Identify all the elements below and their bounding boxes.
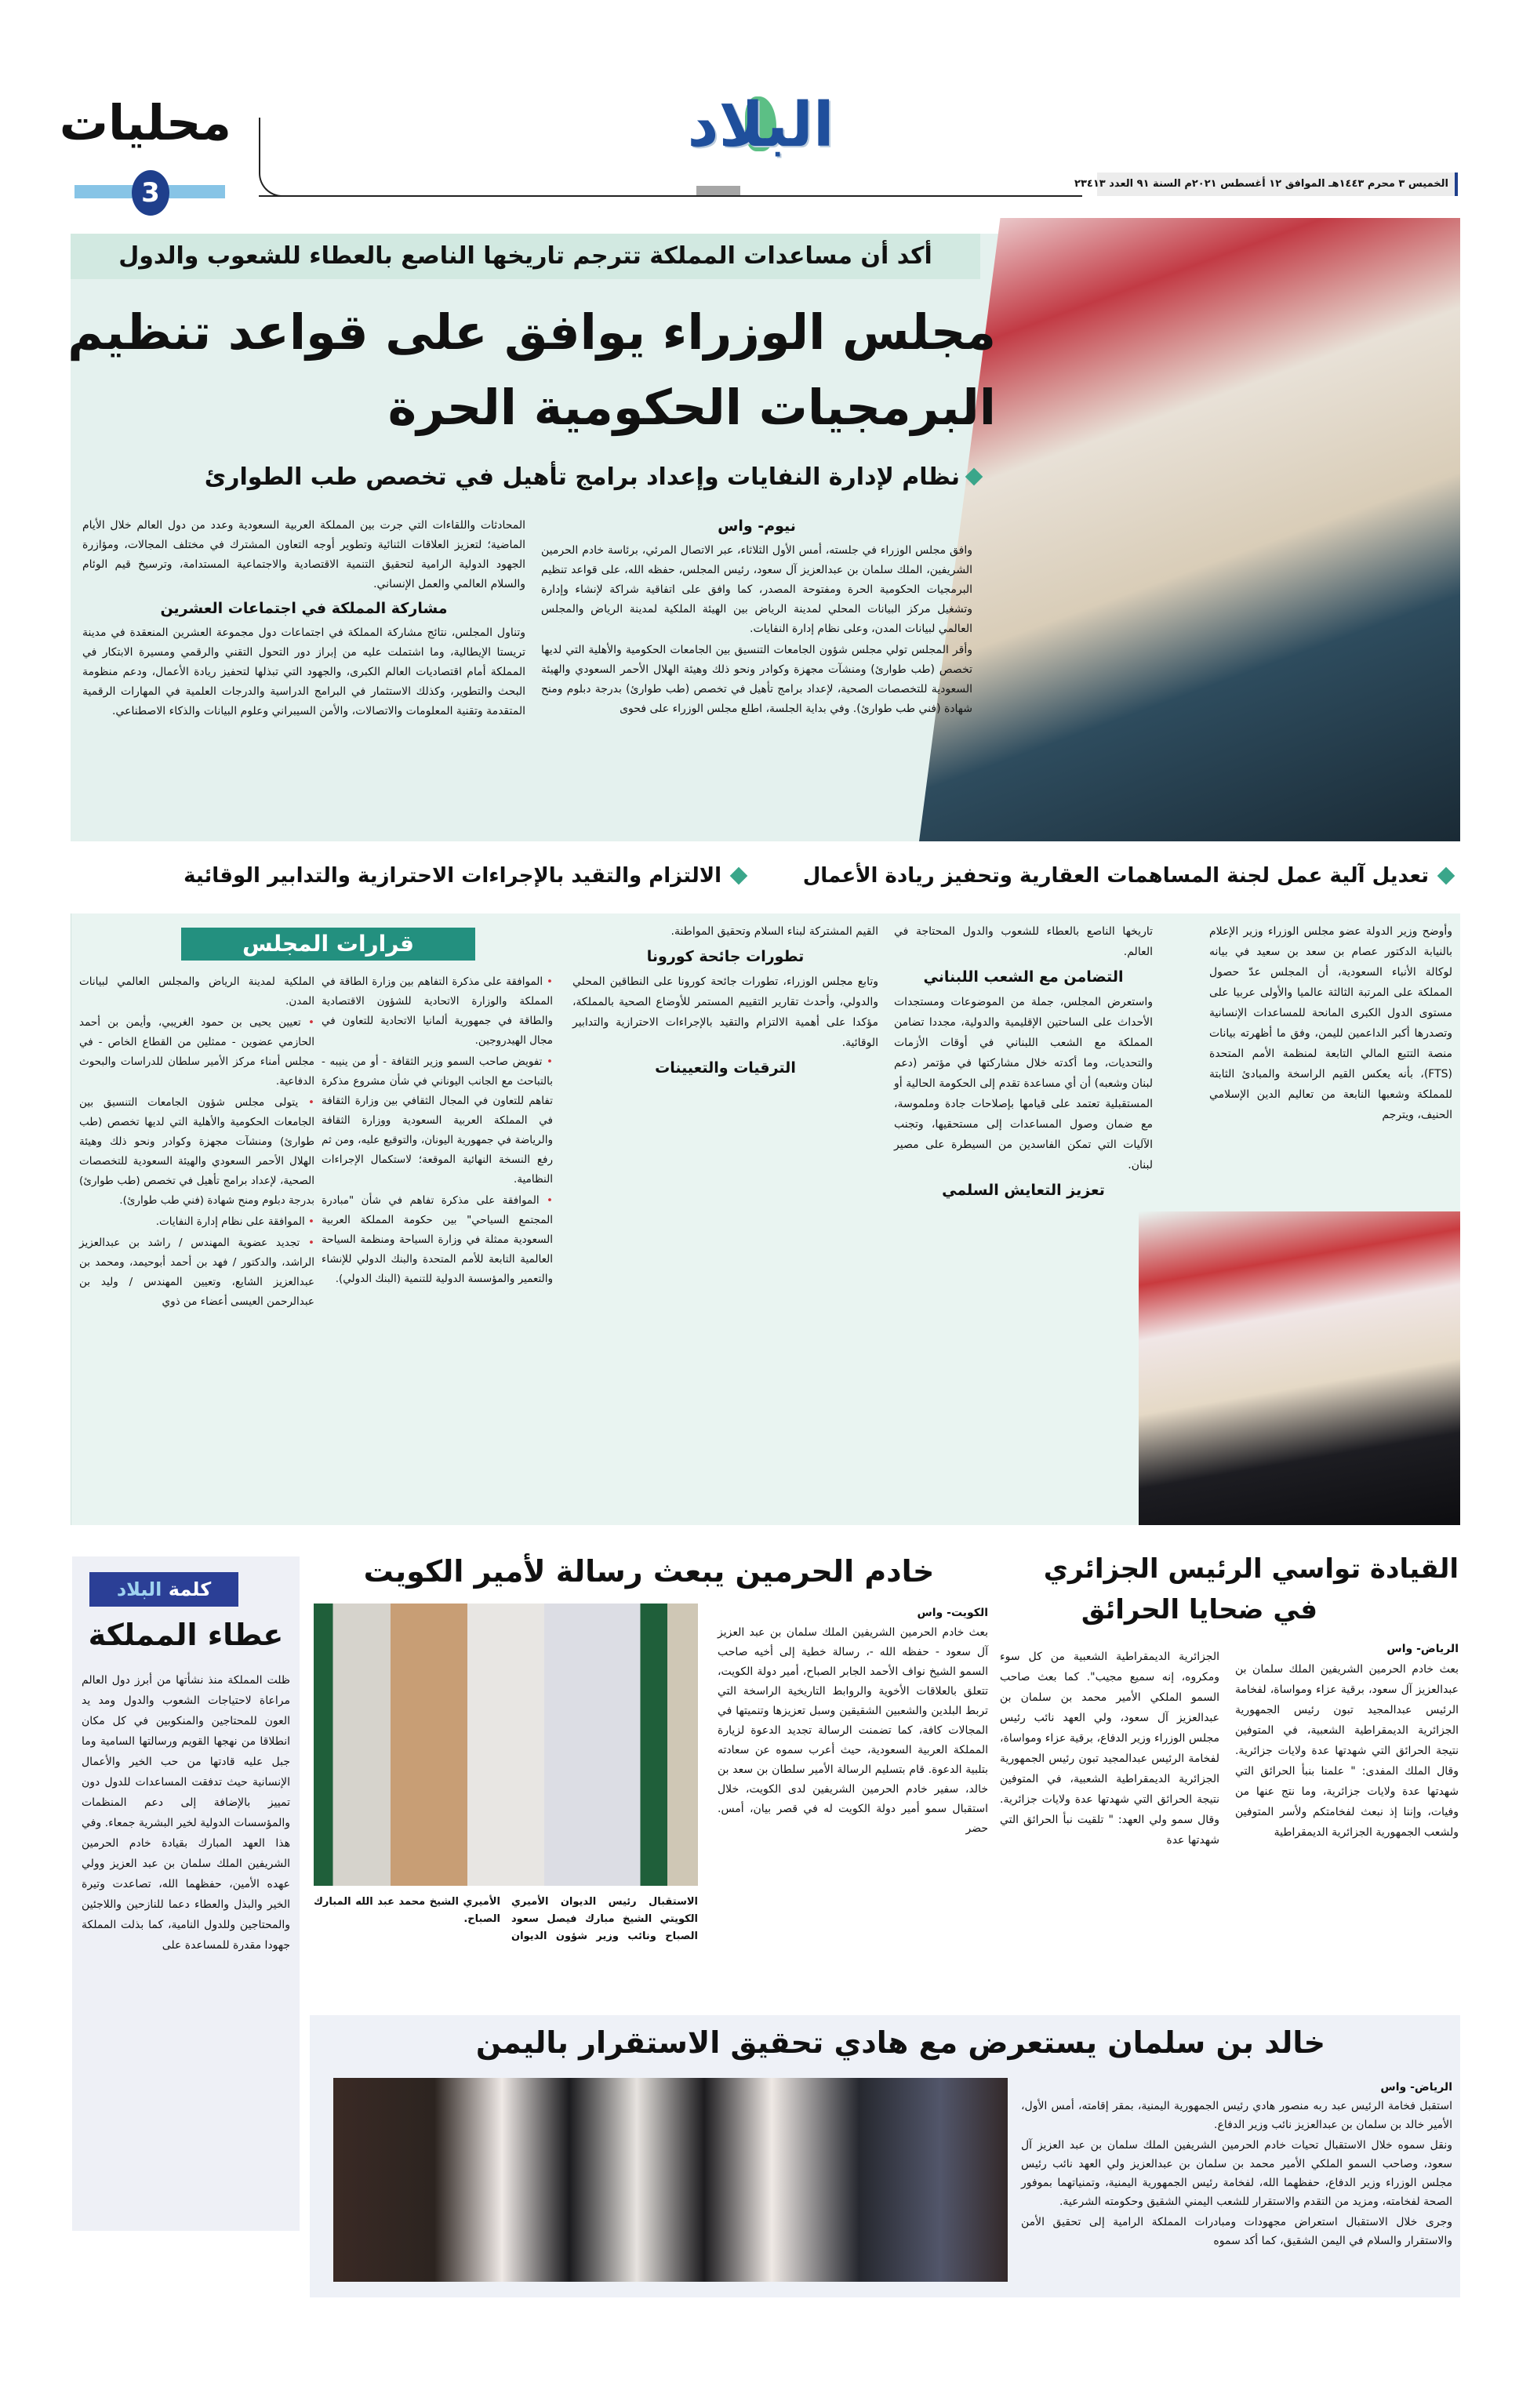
paragraph: وتابع مجلس الوزراء، تطورات جائحة كورونا على النطاقين المحلي والدولي، وأحدث تقارير التقييم المستمر للأوضاع الصحية بالمملكة، مؤكدا على أهمية الالتزام والتقيد بالإجراءات الاحترازية والتدابير الوقائية. bbox=[572, 975, 878, 1049]
lead-headline bbox=[67, 295, 996, 445]
king-photo bbox=[919, 218, 1460, 841]
mid-section bbox=[71, 913, 1460, 1525]
logo-underbar bbox=[696, 186, 740, 195]
diamond-bullet-icon bbox=[1437, 867, 1455, 885]
yemen-body bbox=[1021, 2078, 1452, 2252]
decisions-col-left bbox=[79, 972, 314, 1313]
algeria-headline bbox=[1000, 1549, 1459, 1630]
band-headline-left bbox=[71, 851, 753, 901]
lead-col-right bbox=[541, 512, 972, 721]
subheading: الترقيات والتعيينات bbox=[655, 1059, 796, 1077]
date-line: الخميس ٣ محرم ١٤٤٣هـ الموافق ١٢ أغسطس ٢٠٢١م السنة ٩١ العدد ٢٣٤١٣ bbox=[1097, 173, 1458, 196]
masthead bbox=[0, 0, 1519, 227]
logo-text: البلاد bbox=[687, 90, 834, 161]
algeria-dateline: الرياض- واس bbox=[1386, 1643, 1459, 1655]
kuwait-photo-caption: الاستقبال رئيس الديوان الأميري الكويتي الشيخ مبارك فيصل سعود الصباح ونائب وزير شؤون الديوان الأميري الشيخ محمد عبد الله المبارك الصباح. bbox=[314, 1896, 698, 1942]
paragraph: بعث خادم الحرمين الشريفين الملك سلمان بن عبدالعزيز آل سعود، برقية عزاء ومواساة، لفخامة الرئيس عبدالمجيد تبون رئيس الجمهورية الجزائرية الديمقراطية الشعبية، في المتوفين نتيجة الحرائق التي شهدتها عدة ولايات جزائرية. وقال الملك المفدى: " علمنا بنبأ الحرائق التي شهدتها عدة ولايات جزائرية، وما نتج عنها من وفيات، وإننا إذ نبعث لفخامتكم ولأسر المتوفين ولشعب الجمهورية الجزائرية الديمقراطية bbox=[1235, 1663, 1459, 1839]
yemen-meeting-photo bbox=[333, 2078, 1008, 2282]
decision-item: • يتولى مجلس شؤون الجامعات التنسيق بين الجامعات الحكومية والأهلية التي لديها تخصص (طب طوارئ) ومنشآت مجهزة وكوادر ونحو ذلك وهيئة الهلال الأحمر السعودي والهيئة السعودية للتخصصات الصحية، لإعداد برامج تأهيل في تخصص (طب طوارئ) بدرجة دبلوم ومنح شهادة (فني طب طوارئ). bbox=[79, 1096, 314, 1207]
mid-col-2 bbox=[894, 921, 1153, 1205]
decision-item: • تعيين يحيى بن حمود الغريبي، وأيمن بن أحمد الحازمي عضوين - ممثلين من القطاع الخاص - في مجلس أمناء مركز الأمير سلطان للدراسات والبحوث الدفاعية. bbox=[79, 1016, 314, 1088]
decisions-title: قرارات المجلس bbox=[181, 928, 475, 961]
paragraph: وأقر المجلس تولي مجلس شؤون الجامعات التنسيق بين الجامعات الحكومية والأهلية التي لديها تخصص (طب طوارئ) ومنشآت مجهزة وكوادر ونحو ذلك وهيئة الهلال الأحمر السعودي والهيئة السعودية للتخصصات الصحية، لإعداد برامج تأهيل في تخصص (طب طوارئ) بدرجة دبلوم ومنح شهادة (فني طب طوارئ). وفي بداية الجلسة، اطلع مجلس الوزراء على فحوى bbox=[541, 644, 972, 715]
algeria-article bbox=[1000, 1549, 1459, 1988]
paragraph: وأوضح وزير الدولة عضو مجلس الوزراء وزير الإعلام بالنيابة الدكتور عصام بن سعد بن سعيد في بيانه لوكالة الأنباء السعودية، أن المجلس عدّ حصول المملكة على المرتبة الثالثة عالميا والأولى عربيا على مستوى الدول الكبرى المانحة للمساعدات الإنسانية وتصدرها أكبر الداعمين لليمن، وفق ما أظهرته بيانات منصة التتبع المالي التابعة لمنظمة الأمم المتحدة (FTS)، بأنه يعكس القيم الراسخة والمبادئ الثابتة للمملكة وشعبها النابعة من تعاليم الدين الإسلامي الحنيف، ويترجم bbox=[1209, 925, 1452, 1121]
page-number-badge: 3 bbox=[132, 170, 169, 216]
headline-band bbox=[71, 851, 1460, 903]
kuwait-meeting-photo bbox=[314, 1604, 698, 1886]
paragraph: المحادثات واللقاءات التي جرت بين المملكة العربية السعودية وعدد من دول العالم خلال الأيام الماضية؛ لتعزيز العلاقات الثنائية وتطوير أوجه التعاون المشترك في مختلف المجالات، ومؤازرة الجهود الدولية الرامية لتحقيق التنمية الاقتصادية والاجتماعية المستدامة، وترسيخ قيم الوئام والسلام العالمي والعمل الإنساني. bbox=[82, 519, 525, 590]
crown-prince-photo bbox=[1139, 1211, 1460, 1525]
yemen-headline: خالد بن سلمان يستعرض مع هادي تحقيق الاستقرار باليمن bbox=[475, 2025, 1326, 2060]
kuwait-dateline: الكويت- واس bbox=[917, 1607, 988, 1619]
masthead-rule bbox=[259, 195, 1082, 197]
editorial-badge bbox=[89, 1572, 238, 1607]
paragraph: وتناول المجلس، نتائج مشاركة المملكة في اجتماعات دول مجموعة العشرين المنعقدة في مدينة تريستا الإيطالية، وما اشتملت عليه من إبراز دور التحول التقني والرقمي ومسيرة الابتكار في المملكة أمام اقتصاديات العالم الكبرى، والجهود التي تبذلها لتحفيز ريادة الأعمال، ودعم منظومة البحث والتطوير، وكذلك الاستثمار في البرامج الدراسية والدرجات العلمية في المهارات الرقمية المتقدمة وتقنية المعلومات والاتصالات، والأمن السيبراني وعلوم البيانات والذكاء الاصطناعي. bbox=[82, 627, 525, 717]
kuwait-headline: خادم الحرمين يبعث رسالة لأمير الكويت bbox=[363, 1554, 935, 1589]
editorial-title: عطاء المملكة bbox=[88, 1618, 284, 1652]
subheading: التضامن مع الشعب اللبناني bbox=[923, 968, 1124, 986]
decision-item: • تجديد عضوية المهندس / راشد بن عبدالعزيز الراشد، والدكتور / فهد بن أحمد أبوحيمد، ومحمد بن عبدالعزيز الشايع، وتعيين المهندس / وليد بن عبدالرحمن العيسى أعضاء من ذوي bbox=[79, 1237, 314, 1308]
subheading: تطورات جائحة كورونا bbox=[646, 948, 805, 965]
paragraph: الملكية لمدينة الرياض والمجلس العالمي لبيانات المدن. bbox=[79, 975, 314, 1008]
diamond-bullet-icon bbox=[965, 468, 983, 486]
band-headline-left-text: الالتزام والتقيد بالإجراءات الاحترازية والتدابير الوقائية bbox=[184, 864, 721, 888]
algeria-col-right bbox=[1235, 1639, 1459, 1844]
lead-story bbox=[67, 234, 1460, 841]
lead-headline-line-2: البرمجيات الحكومية الحرة bbox=[387, 379, 996, 436]
editorial-badge-word: كلمة bbox=[168, 1578, 212, 1600]
paragraph: واستعرض المجلس، جملة من الموضوعات ومستجدات الأحداث على الساحتين الإقليمية والدولية، مجددا تضامن المملكة مع الشعب اللبناني في أوقات الأزمات والتحديات، وما أكدته خلال مشاركتها في مؤتمر (دعم لبنان وشعبه) أن أي مساعدة تقدم إلى الحكومة الحالية أو المستقبلية تعتمد على قيامها بإصلاحات جادة وملموسة، مع ضمان وصول المساعدات إلى مستحقيها، وتجنب الآليات التي تمكن الفاسدين من السيطرة على مصير لبنان. bbox=[894, 996, 1153, 1171]
editorial-body: ظلت المملكة منذ نشأتها من أبرز دول العالم مراعاة لاحتياجات الشعوب والدول ومد يد العون للمحتاجين والمنكوبين في كل مكان انطلاقا من نهجها القويم ورسالتها السامية وما جبل عليه قادتها من حب الخير والأعمال الإنسانية حيث تدفقت المساعدات للدول دون تمييز بالإضافة إلى دعم المنظمات والمؤسسات الدولية لخير البشرية جمعاء. وفي هذا العهد المبارك بقيادة خادم الحرمين الشريفين الملك سلمان بن عبد العزيز وولي عهده الأمين، حفظهما الله، تصاعدت وتيرة الخير والبذل والعطاء دعما للنازحين واللاجئين والمحتاجين وللدول النامية، كما بذلت المملكة جهودا مقدرة للمساعدة على bbox=[82, 1674, 290, 1952]
lead-kicker: أكد أن مساعدات المملكة تترجم تاريخها الناصع بالعطاء للشعوب والدول bbox=[71, 234, 980, 279]
decision-item: • الموافقة على نظام إدارة النفايات. bbox=[155, 1215, 314, 1228]
yemen-article bbox=[310, 2015, 1460, 2297]
editorial-column bbox=[72, 1556, 300, 2231]
lead-col-left bbox=[82, 516, 525, 723]
paragraph: تاريخها الناصع بالعطاء للشعوب والدول المحتاجة في العالم. bbox=[894, 925, 1153, 958]
paragraph: ونقل سموه خلال الاستقبال تحيات خادم الحرمين الشريفين الملك سلمان بن عبد العزيز آل سعود، وصاحب السمو الملكي الأمير محمد بن سلمان بن عبدالعزيز ولي العهد نائب رئيس مجلس الوزراء وزير الدفاع، حفظهما الله، لفخامة رئيس الجمهورية اليمنية، وتمنياتهما بموفور الصحة لفخامته، ومزيد من التقدم والاستقرار للشعب اليمني الشقيق وحكومته الشرعية. bbox=[1021, 2139, 1452, 2208]
mid-col-3 bbox=[572, 921, 878, 1083]
masthead-rule-curve bbox=[259, 118, 290, 197]
mid-col-1 bbox=[1209, 921, 1452, 1127]
council-decisions-box bbox=[71, 913, 561, 1525]
algeria-col-left bbox=[1000, 1647, 1219, 1852]
lead-subhead bbox=[78, 457, 988, 496]
decision-item: • الموافقة على مذكرة تفاهم في شأن "مبادرة المجتمع السياحي" بين حكومة المملكة العربية السعودية ممثلة في وزارة السياحة ومنظمة السياحة العالمية التابعة للأمم المتحدة والبنك الدولي للإنشاء والتعمير والمؤسسة الدولية للتنمية (البنك الدولي). bbox=[322, 1194, 553, 1285]
paragraph: بعث خادم الحرمين الشريفين الملك سلمان بن عبد العزيز آل سعود - حفظه الله -، رسالة خطية إلى أخيه صاحب السمو الشيخ نواف الأحمد الجابر الصباح، أمير دولة الكويت، تتعلق بالعلاقات الأخوية والروابط التاريخية الراسخة التي تربط البلدين والشعبين الشقيقين وسبل تعزيزها وتنميتها في المجالات كافة، كما تضمنت الرسالة تجديد الدعوة لزيارة المملكة العربية السعودية، حيث أعرب سموه عن سعادته بتلبية الدعوة. قام بتسليم الرسالة الأمير سلطان بن سعد بن خالد، سفير خادم الحرمين الشريفين لدى الكويت، خلال استقبال سمو أمير دولة الكويت له في قصر بيان، أمس. حضر bbox=[718, 1626, 988, 1835]
decision-item: • الموافقة على مذكرة التفاهم بين وزارة الطاقة في المملكة والوزارة الاتحادية للشؤون الاقتصادية والطاقة في جمهورية ألمانيا الاتحادية للتعاون في مجال الهيدروجين. bbox=[322, 975, 553, 1047]
subheading: مشاركة المملكة في اجتماعات العشرين bbox=[160, 600, 448, 617]
algeria-headline-line-2: في ضحايا الحرائق bbox=[1081, 1594, 1317, 1625]
kuwait-body bbox=[718, 1604, 988, 1840]
paragraph: الجزائرية الديمقراطية الشعبية من كل سوء ومكروه، إنه سميع مجيب". كما بعث صاحب السمو الملكي الأمير محمد بن سلمان بن عبدالعزيز آل سعود، ولي العهد نائب رئيس مجلس الوزراء وزير الدفاع، برقية عزاء ومواساة، لفخامة الرئيس عبدالمجيد تبون رئيس الجمهورية الجزائرية الديمقراطية الشعبية، في المتوفين نتيجة الحرائق التي شهدتها عدة ولايات جزائرية. وقال سمو ولي العهد: " تلقيت نبأ الحرائق التي شهدتها عدة bbox=[1000, 1651, 1219, 1847]
kuwait-article bbox=[310, 1549, 988, 2003]
subheading: تعزيز التعايش السلمي bbox=[942, 1182, 1105, 1199]
yemen-dateline: الرياض- واس bbox=[1380, 2081, 1452, 2094]
lead-dateline: نيوم- واس bbox=[718, 518, 796, 535]
section-name: محليات bbox=[59, 94, 231, 151]
paragraph: وجرى خلال الاستقبال استعراض مجهودات ومبادرات المملكة الرامية إلى تحقيق الأمن والاستقرار والسلام في اليمن الشقيق، كما أكد سموه bbox=[1021, 2216, 1452, 2247]
paragraph: استقبل فخامة الرئيس عبد ربه منصور هادي رئيس الجمهورية اليمنية، بمقر إقامته، أمس الأول، الأمير خالد بن سلمان بن عبدالعزيز نائب وزير الدفاع. bbox=[1021, 2100, 1452, 2131]
newspaper-logo[interactable] bbox=[659, 90, 863, 176]
algeria-headline-line-1: القيادة تواسي الرئيس الجزائري bbox=[1043, 1553, 1459, 1585]
band-headline-right-text: تعديل آلية عمل لجنة المساهمات العقارية وتحفيز ريادة الأعمال bbox=[802, 864, 1429, 888]
band-headline-right bbox=[778, 851, 1460, 901]
decisions-col-right bbox=[322, 972, 553, 1291]
decision-item: • تفويض صاحب السمو وزير الثقافة - أو من ينيبه - بالتباحث مع الجانب اليوناني في شأن مشروع مذكرة تفاهم للتعاون في المجال الثقافي بين وزارة الثقافة في المملكة العربية السعودية ووزارة الثقافة والرياضة في جمهورية اليونان، والتوقيع عليه، ومن ثم رفع النسخة النهائية الموقعة؛ لاستكمال الإجراءات النظامية. bbox=[322, 1055, 553, 1186]
lead-headline-line-1: مجلس الوزراء يوافق على قواعد تنظيم bbox=[67, 303, 996, 361]
lead-subhead-text: نظام لإدارة النفايات وإعداد برامج تأهيل في تخصص طب الطوارئ bbox=[204, 463, 960, 491]
editorial-badge-logo: البلاد bbox=[116, 1578, 162, 1600]
diamond-bullet-icon bbox=[730, 867, 748, 885]
paragraph: القيم المشتركة لبناء السلام وتحقيق المواطنة. bbox=[670, 925, 878, 938]
paragraph: وافق مجلس الوزراء في جلسته، أمس الأول الثلاثاء، عبر الاتصال المرئي، برئاسة خادم الحرمين الشريفين، الملك سلمان بن عبدالعزيز آل سعود، رئيس المجلس، حفظه الله، على قواعد تنظيم البرمجيات الحكومية الحرة ومفتوحة المصدر، كما وافق على اتفاقية شراكة لإنشاء وإدارة وتشغيل مركز البيانات المحلي لمدينة الرياض بين الهيئة الملكية لمدينة الرياض والمجلس العالمي لبيانات المدن، وعلى نظام إدارة النفايات. bbox=[541, 544, 972, 635]
